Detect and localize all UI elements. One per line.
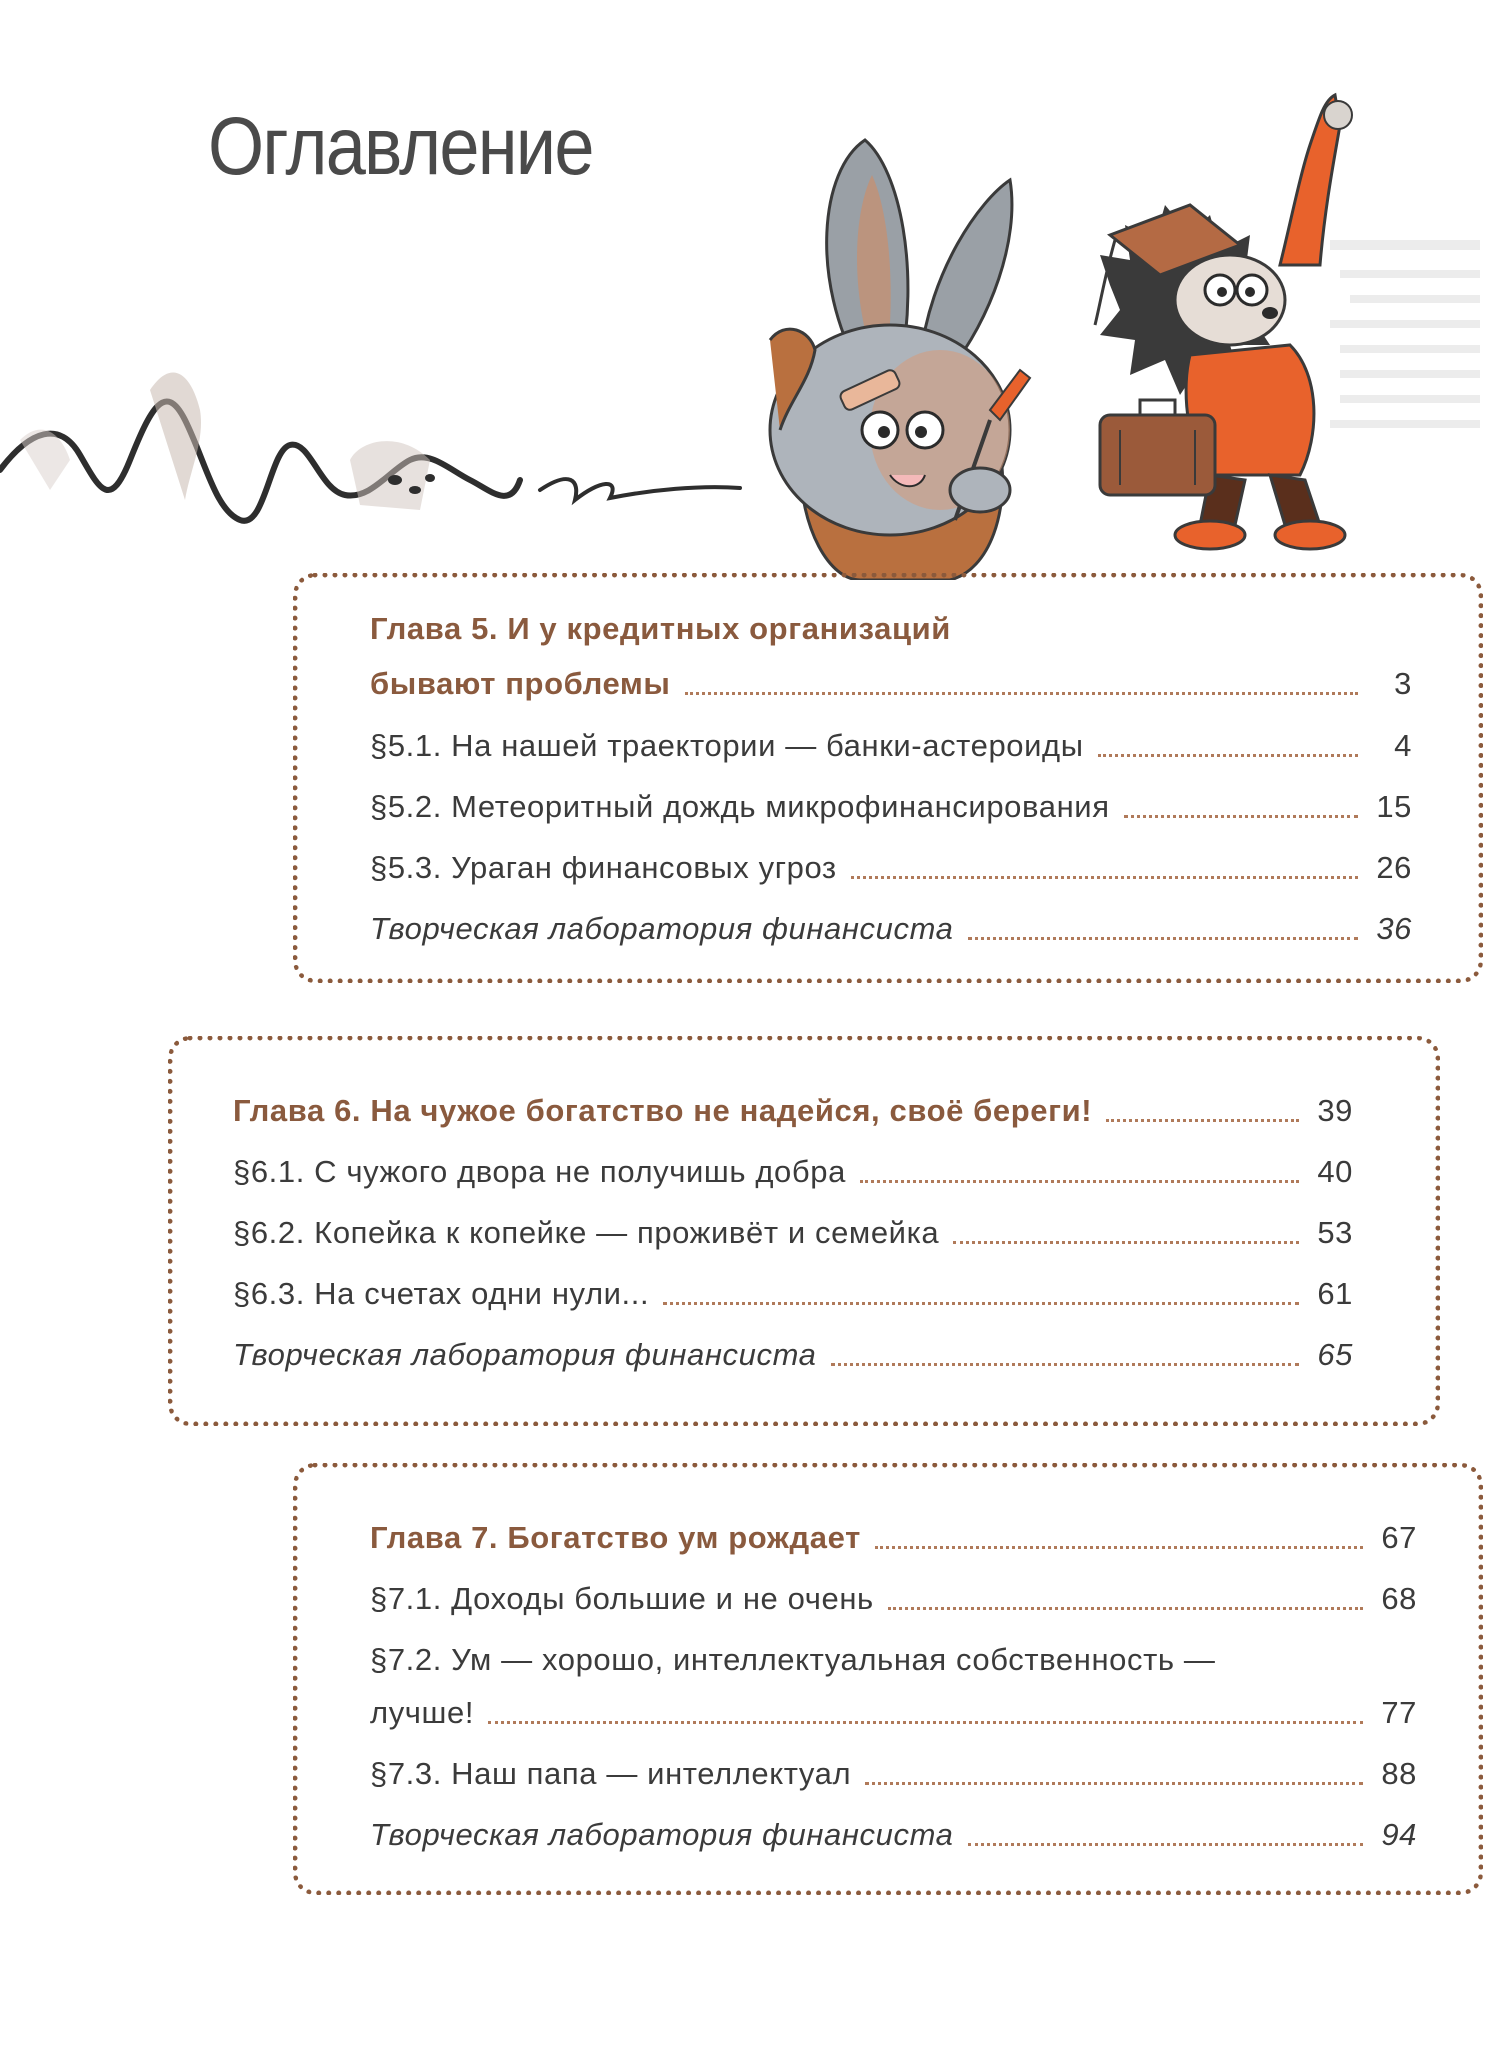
toc-lab-5[interactable] [370,903,1412,949]
toc-item-label: §5.2. Метеоритный дождь микрофинансирования [370,789,1110,824]
toc-item-label: §7.1. Доходы большие и не очень [370,1581,874,1616]
toc-item-label: §6.1. С чужого двора не получишь добра [233,1154,846,1189]
chapter-heading-text: Глава 5. И у кредитных организаций [370,611,951,646]
page-number: 39 [1317,1093,1353,1128]
toc-lab-6[interactable] [233,1329,1353,1375]
chapter-heading-text: Глава 6. На чужое богатство не надейся, своё береги! [233,1093,1093,1128]
toc-item-7-3[interactable] [370,1748,1417,1794]
toc-item-6-3[interactable] [233,1268,1353,1314]
page-number: 3 [1394,666,1412,701]
leader-dots [968,937,1359,940]
leader-dots [888,1607,1363,1610]
ink-wave-decoration [0,360,760,550]
leader-dots [968,1843,1364,1846]
chapter-heading-text: Глава 7. Богатство ум рождает [370,1520,861,1555]
leader-dots [1124,815,1358,818]
toc-item-6-1[interactable] [233,1146,1353,1192]
toc-lab-7[interactable] [370,1809,1417,1855]
leader-dots [685,692,1358,695]
toc-item-label: §7.3. Наш папа — интеллектуал [370,1756,852,1791]
page-number: 61 [1317,1276,1353,1311]
page-number: 53 [1317,1215,1353,1250]
page-number: 15 [1376,789,1412,824]
page-number: 40 [1317,1154,1353,1189]
page-number: 88 [1381,1756,1417,1791]
toc-item-label: Творческая лаборатория финансиста [233,1337,817,1372]
page-number: 4 [1394,728,1412,763]
leader-dots [875,1546,1363,1549]
toc-item-7-1[interactable] [370,1573,1417,1619]
toc-item-label: §7.2. Ум — хорошо, интеллектуальная собственность — [370,1642,1216,1677]
page-title: Оглавление [208,101,593,192]
toc-item-7-2-line1[interactable] [370,1634,1417,1680]
toc-item-label: §6.3. На счетах одни нули... [233,1276,650,1311]
leader-dots [831,1363,1300,1366]
toc-item-5-2[interactable] [370,781,1412,827]
toc-item-label: Творческая лаборатория финансиста [370,1817,954,1852]
chapter-heading-text: бывают проблемы [370,666,671,701]
page-number: 67 [1381,1520,1417,1555]
toc-item-6-2[interactable] [233,1207,1353,1253]
page-number: 26 [1376,850,1412,885]
toc-item-7-2[interactable] [370,1687,1417,1733]
leader-dots [953,1241,1299,1244]
leader-dots [860,1180,1299,1183]
page-number: 77 [1381,1695,1417,1730]
leader-dots [865,1782,1363,1785]
toc-item-label: §5.3. Ураган финансовых угроз [370,850,837,885]
hedgehog-illustration [1070,85,1390,555]
leader-dots [1106,1119,1299,1122]
leader-dots [488,1721,1363,1724]
toc-item-5-3[interactable] [370,842,1412,888]
toc-item-5-1[interactable] [370,720,1412,766]
toc-item-label: §6.2. Копейка к копейке — проживёт и семейка [233,1215,940,1250]
toc-item-label: §5.1. На нашей траектории — банки-астероиды [370,728,1084,763]
chapter-7-heading[interactable] [370,1512,1417,1558]
chapter-5-heading[interactable] [370,658,1412,704]
leader-dots [663,1302,1299,1305]
leader-dots [851,876,1358,879]
chapter-5-heading-line1[interactable] [370,603,1350,649]
toc-item-label: Творческая лаборатория финансиста [370,911,954,946]
page-number: 36 [1376,911,1412,946]
page-number: 94 [1381,1817,1417,1852]
toc-item-label-continued: лучше! [370,1695,475,1730]
rabbit-illustration [690,130,1050,580]
page-number: 65 [1317,1337,1353,1372]
leader-dots [1098,754,1358,757]
chapter-6-heading[interactable] [233,1085,1353,1131]
page-number: 68 [1381,1581,1417,1616]
